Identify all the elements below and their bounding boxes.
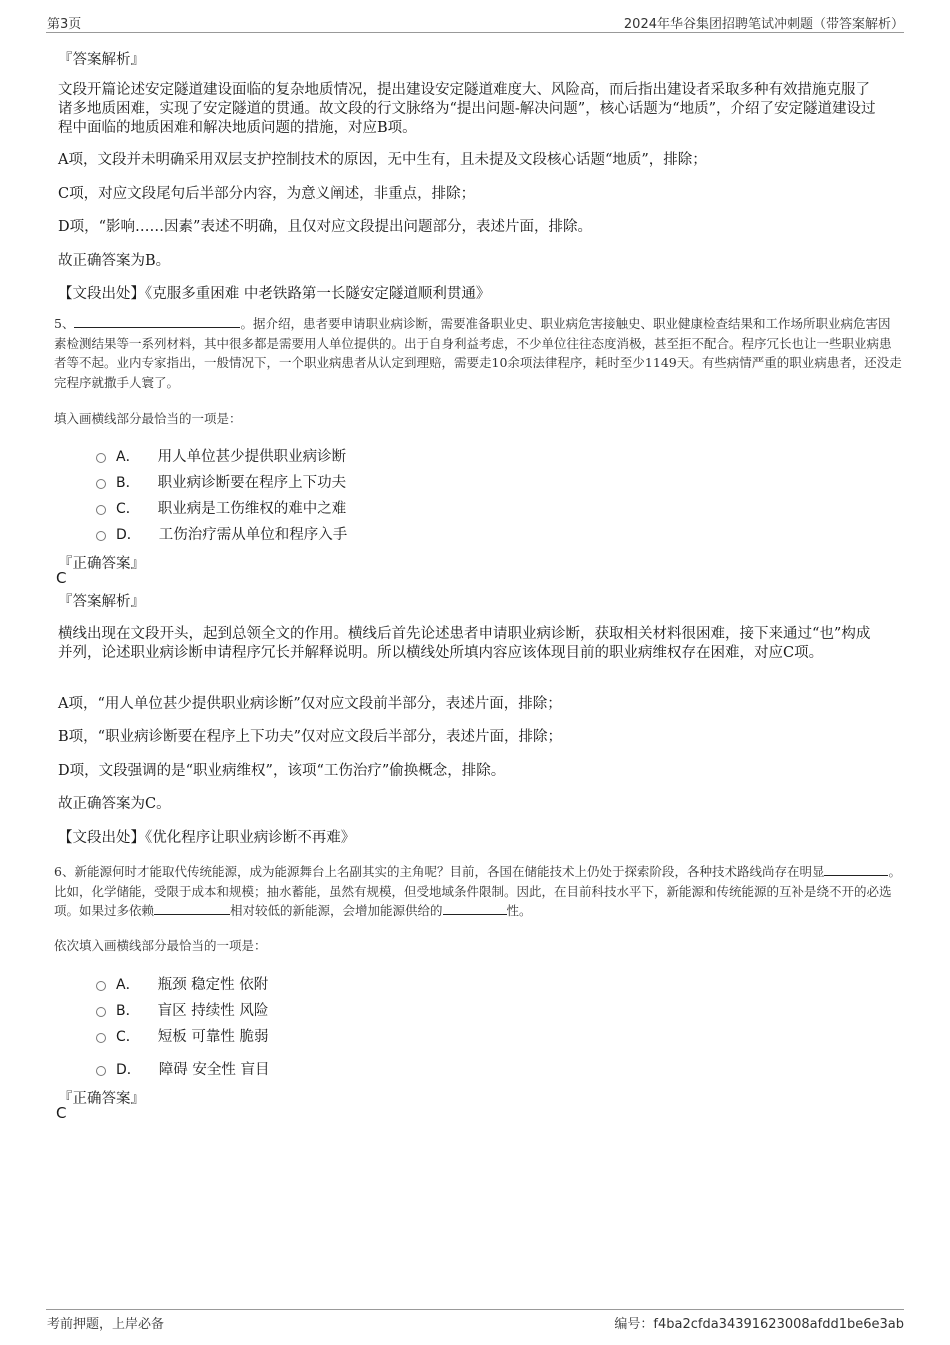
q6-option-c[interactable] xyxy=(96,1025,269,1046)
footer-slogan: 考前押题，上岸必备 xyxy=(47,1317,165,1332)
q5-note-b: B项，“职业病诊断要在程序上下功夫”仅对应文段后半部分，表述片面，排除； xyxy=(58,729,562,745)
radio-icon[interactable] xyxy=(96,1033,106,1043)
q5-stem xyxy=(54,314,902,392)
option-text: 用人单位甚少提供职业病诊断 xyxy=(157,449,347,465)
radio-icon[interactable] xyxy=(96,981,106,991)
q6-number: 6、 xyxy=(54,864,75,879)
q5-note-a: A项，“用人单位甚少提供职业病诊断”仅对应文段前半部分，表述片面，排除； xyxy=(58,696,562,712)
radio-icon[interactable] xyxy=(96,479,106,489)
q6-answer: C xyxy=(56,1104,67,1122)
document-title: 2024年华谷集团招聘笔试冲刺题（带答案解析） xyxy=(623,17,904,32)
q5-conclusion: 故正确答案为C。 xyxy=(58,796,171,812)
q6-option-d[interactable] xyxy=(96,1058,270,1079)
q4-conclusion: 故正确答案为B。 xyxy=(58,253,171,269)
q6-blank-3 xyxy=(443,902,507,915)
q6-answer-label: 『正确答案』 xyxy=(58,1091,145,1107)
q4-note-c: C项，对应文段尾句后半部分内容，为意义阐述，非重点，排除； xyxy=(58,186,476,202)
option-text: 盲区 持续性 风险 xyxy=(157,1003,269,1019)
option-key: B． xyxy=(116,1002,140,1019)
q5-prompt: 填入画横线部分最恰当的一项是： xyxy=(54,411,242,426)
option-key: A． xyxy=(116,448,140,465)
option-key: B． xyxy=(116,474,140,491)
q5-answer: C xyxy=(56,569,67,587)
header-divider xyxy=(46,32,904,33)
option-text: 障碍 安全性 盲目 xyxy=(158,1062,270,1078)
option-text: 短板 可靠性 脆弱 xyxy=(157,1029,269,1045)
q6-stem-part4: 性。 xyxy=(506,903,532,918)
q6-blank-2 xyxy=(154,902,230,915)
option-key: D． xyxy=(116,526,141,543)
q6-prompt: 依次填入画横线部分最恰当的一项是： xyxy=(54,938,267,953)
q5-option-d[interactable] xyxy=(96,523,347,544)
q4-analysis-text: 文段开篇论述安定隧道建设面临的复杂地质情况，提出建设安定隧道难度大、风险高，而后指出建设者采取多种有效措施克服了诸多地质困难，实现了安定隧道的贯通。故文段的行文脉络为“提出问题-解决问题”，核心话题为“地质”，介绍了安定隧道建设过程中面临的地质困难和解决地质问题的措施，对应B项。 xyxy=(58,82,876,136)
radio-icon[interactable] xyxy=(96,1066,106,1076)
option-text: 职业病诊断要在程序上下功夫 xyxy=(157,475,347,491)
q6-stem-part2: 。比如，化学储能，受限于成本和规模；抽水蓄能，虽然有规模，但受地域条件限制。因此，在目前科技水平下，新能源和传统能源的互补是绕不开的必选项。如果过多依赖 xyxy=(54,864,901,918)
q6-blank-1 xyxy=(824,863,888,876)
footer-code-label: 编号： xyxy=(614,1317,654,1332)
option-key: A． xyxy=(116,976,140,993)
radio-icon[interactable] xyxy=(96,453,106,463)
footer-code xyxy=(614,1313,904,1332)
footer-code-value: f4ba2cfda34391623008afdd1be6e3ab xyxy=(653,1317,904,1332)
radio-icon[interactable] xyxy=(96,1007,106,1017)
q4-analysis-label: 『答案解析』 xyxy=(58,52,145,68)
option-text: 职业病是工伤维权的难中之难 xyxy=(157,501,347,517)
q6-option-b[interactable] xyxy=(96,999,268,1020)
q5-number: 5、 xyxy=(54,316,75,331)
q6-stem xyxy=(54,862,902,921)
q5-stem-text: 。据介绍，患者要申请职业病诊断，需要准备职业史、职业病危害接触史、职业健康检查结果和工作场所职业病危害因素检测结果等一系列材料，其中很多都是需要用人单位提供的。出于自身利益考虑，不少单位往往态度消极，甚至拒不配合。程序冗长也让一些职业病患者等不起。业内专家指出，一般情况下，一个职业病患者从认定到理赔，需要走10余项法律程序，耗时至少1149天。有些病情严重的职业病患者，还没走完程序就撒手人寰了。 xyxy=(54,316,902,390)
q4-note-d: D项，“影响……因素”表述不明确，且仅对应文段提出问题部分，表述片面，排除。 xyxy=(58,219,592,235)
option-key: C． xyxy=(116,1028,140,1045)
q5-option-a[interactable] xyxy=(96,445,346,466)
q6-option-a[interactable] xyxy=(96,973,268,994)
option-text: 瓶颈 稳定性 依附 xyxy=(157,977,269,993)
radio-icon[interactable] xyxy=(96,505,106,515)
q5-option-b[interactable] xyxy=(96,471,346,492)
page-number: 第3页 xyxy=(47,17,82,32)
q6-stem-part1: 新能源何时才能取代传统能源，成为能源舞台上名副其实的主角呢？目前，各国在储能技术上仍处于探索阶段，各种技术路线尚存在明显 xyxy=(74,864,825,879)
q5-analysis-label: 『答案解析』 xyxy=(58,594,145,610)
footer-divider xyxy=(46,1309,904,1310)
q6-stem-part3: 相对较低的新能源，会增加能源供给的 xyxy=(230,903,443,918)
radio-icon[interactable] xyxy=(96,531,106,541)
option-text: 工伤治疗需从单位和程序入手 xyxy=(158,527,348,543)
q5-analysis-text: 横线出现在文段开头，起到总领全文的作用。横线后首先论述患者申请职业病诊断，获取相关材料很困难，接下来通过“也”构成并列，论述职业病诊断申请程序冗长并解释说明。所以横线处所填内容应该体现目前的职业病维权存在困难，对应C项。 xyxy=(58,626,871,661)
q5-answer-label: 『正确答案』 xyxy=(58,556,145,572)
q4-note-a: A项，文段并未明确采用双层支护控制技术的原因，无中生有，且未提及文段核心话题“地质”，排除； xyxy=(58,152,707,168)
option-key: D． xyxy=(116,1061,141,1078)
option-key: C． xyxy=(116,500,140,517)
q5-note-d: D项，文段强调的是“职业病维权”，该项“工伤治疗”偷换概念，排除。 xyxy=(58,763,506,779)
q5-option-c[interactable] xyxy=(96,497,346,518)
q5-blank xyxy=(74,315,240,328)
q5-source: 【文段出处】《优化程序让职业病诊断不再难》 xyxy=(58,830,356,846)
q4-source: 【文段出处】《克服多重困难 中老铁路第一长隧安定隧道顺利贯通》 xyxy=(58,286,491,302)
